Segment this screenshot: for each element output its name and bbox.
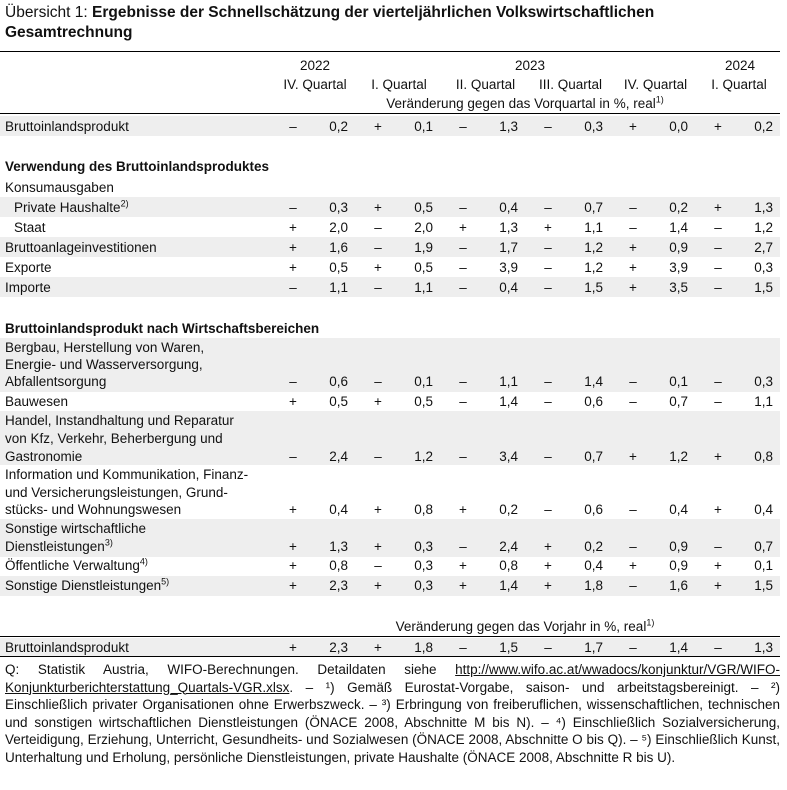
value-cell [373,373,433,391]
value-cell [713,219,773,237]
value-cell [458,448,518,466]
top-rule [0,51,780,52]
value-sign: – [374,280,382,295]
value-number: 1,2 [584,240,603,255]
quarter-col-5: IV. Quartal [623,77,688,92]
value-number: 0,1 [414,119,433,134]
value-sign: + [629,260,637,275]
value-sign: + [544,558,552,573]
value-sign: + [714,449,722,464]
value-cell [288,118,348,136]
value-number: 0,3 [414,539,433,554]
value-sign: + [714,578,722,593]
value-cell [713,279,773,297]
row-label-info-1: Information und Kommunikation, Finanz- [5,467,249,482]
value-sign: – [714,240,722,255]
value-cell [713,577,773,595]
value-cell [288,219,348,237]
value-sign: – [544,240,552,255]
value-cell [713,538,773,556]
value-number: 3,9 [499,260,518,275]
value-cell [288,538,348,556]
value-number: 1,3 [499,119,518,134]
value-number: 0,9 [669,558,688,573]
row-label-bau: Bauwesen [5,394,69,409]
value-cell [543,538,603,556]
row-label-verwaltung: Öffentliche Verwaltung$^{4)}$ [5,556,148,573]
value-number: 0,7 [669,394,688,409]
value-sign: – [374,558,382,573]
value-sign: – [459,539,467,554]
value-sign: + [374,640,382,655]
row-label-sonst-dienst: Sonstige Dienstleistungen$^{5)}$ [5,576,170,593]
value-cell [458,538,518,556]
row-label-bergbau-3: Abfallentsorgung [5,374,107,389]
value-cell [713,393,773,411]
quarter-col-3: II. Quartal [455,77,516,92]
value-cell [458,577,518,595]
value-number: 2,4 [499,539,518,554]
quarter-col-1: IV. Quartal [283,77,347,92]
value-number: 2,3 [329,640,348,655]
row-label-bergbau-2: Energie- und Wasserversorgung, [5,357,203,372]
value-cell [458,501,518,519]
value-number: 0,4 [584,558,603,573]
value-cell [288,393,348,411]
value-number: 1,5 [754,578,773,593]
value-sign: – [544,502,552,517]
value-number: 3,4 [499,449,518,464]
value-sign: + [374,260,382,275]
value-number: 0,9 [669,240,688,255]
value-cell [288,279,348,297]
value-sign: – [544,200,552,215]
value-sign: – [289,200,297,215]
value-number: 1,4 [499,578,518,593]
value-number: 1,3 [499,220,518,235]
row-label-bip-quarter: Bruttoinlandsprodukt [5,119,129,134]
value-number: 0,3 [329,200,348,215]
value-cell [373,577,433,595]
value-cell [458,118,518,136]
quarter-col-6: I. Quartal [711,77,767,92]
value-sign: – [289,119,297,134]
value-number: 0,7 [584,449,603,464]
value-number: 0,6 [329,374,348,389]
value-number: 2,7 [754,240,773,255]
yoy-rule [0,636,780,637]
year-2022: 2022 [299,58,331,73]
value-sign: + [714,200,722,215]
value-cell [373,501,433,519]
value-sign: – [629,220,637,235]
header-rule [0,113,780,114]
value-number: 0,4 [499,200,518,215]
row-label-info-3: stücks- und Wohnungswesen [5,502,182,517]
row-label-staat: Staat [14,220,46,235]
value-number: 1,1 [499,374,518,389]
row-label-anlage: Bruttoanlageinvestitionen [5,240,157,255]
value-cell [713,239,773,257]
value-cell [543,118,603,136]
value-number: 1,1 [414,280,433,295]
value-sign: – [374,220,382,235]
value-sign: + [289,558,297,573]
value-sign: + [374,119,382,134]
value-number: 1,8 [584,578,603,593]
quarter-col-2: I. Quartal [371,77,427,92]
value-sign: – [714,280,722,295]
value-sign: + [374,394,382,409]
value-number: 1,1 [329,280,348,295]
value-sign: – [459,449,467,464]
value-number: 0,5 [329,394,348,409]
section-bereiche: Bruttoinlandsprodukt nach Wirtschaftsbereichen [5,321,320,336]
value-cell [458,239,518,257]
value-cell [373,118,433,136]
value-sign: – [544,280,552,295]
value-sign: + [629,119,637,134]
value-cell [628,373,688,391]
value-sign: + [714,558,722,573]
value-sign: – [629,394,637,409]
value-sign: – [714,539,722,554]
value-number: 1,1 [584,220,603,235]
value-sign: + [374,578,382,593]
value-sign: – [629,578,637,593]
value-number: 1,4 [584,374,603,389]
value-cell [543,219,603,237]
value-number: 0,4 [754,502,773,517]
value-number: 0,5 [329,260,348,275]
value-cell [713,199,773,217]
value-cell [288,639,348,657]
value-sign: – [714,394,722,409]
value-sign: – [714,220,722,235]
value-cell [288,557,348,575]
value-number: 0,1 [669,374,688,389]
section-verwendung: Verwendung des Bruttoinlandsproduktes [5,159,270,174]
value-sign: + [629,449,637,464]
value-number: 0,1 [414,374,433,389]
value-number: 1,2 [414,449,433,464]
value-number: 0,4 [329,502,348,517]
data-link[interactable]: http://www.wifo.ac.at/wwadocs/konjunktur/VGR/WIFO-Konjunkturberichterstattung_Quartals-VGR.xlsx [5,662,780,695]
value-cell [373,199,433,217]
value-number: 0,6 [584,394,603,409]
value-cell [543,639,603,657]
value-cell [458,259,518,277]
value-cell [713,373,773,391]
value-number: 0,9 [669,539,688,554]
value-sign: – [459,394,467,409]
value-number: 1,6 [329,240,348,255]
unit-yoy: Veränderung gegen das Vorjahr in %, real$^{1)}$ [395,617,655,634]
value-cell [288,501,348,519]
value-sign: – [459,119,467,134]
value-number: 1,6 [669,578,688,593]
value-cell [628,501,688,519]
value-cell [288,259,348,277]
value-sign: – [629,502,637,517]
value-cell [288,199,348,217]
value-number: 0,7 [754,539,773,554]
value-number: 0,3 [584,119,603,134]
value-cell [713,501,773,519]
value-sign: – [459,374,467,389]
value-sign: – [289,374,297,389]
value-cell [288,577,348,595]
value-sign: + [544,578,552,593]
value-sign: + [374,502,382,517]
table-title [5,3,780,43]
value-sign: + [289,502,297,517]
value-number: 3,9 [669,260,688,275]
value-number: 0,8 [329,558,348,573]
value-sign: + [289,220,297,235]
value-sign: – [459,280,467,295]
value-number: 0,2 [754,119,773,134]
value-number: 0,3 [754,374,773,389]
value-cell [458,393,518,411]
value-sign: + [289,394,297,409]
value-cell [458,373,518,391]
value-cell [373,557,433,575]
value-number: 2,0 [414,220,433,235]
value-number: 1,8 [414,640,433,655]
value-number: 1,3 [329,539,348,554]
value-number: 0,3 [754,260,773,275]
value-sign: + [289,539,297,554]
value-sign: – [289,449,297,464]
value-cell [373,393,433,411]
value-cell [458,557,518,575]
row-label-info-2: und Versicherungsleistungen, Grund- [5,485,228,500]
value-cell [543,577,603,595]
value-cell [628,118,688,136]
value-sign: – [629,640,637,655]
value-number: 0,2 [669,200,688,215]
value-sign: – [374,374,382,389]
value-sign: – [544,640,552,655]
row-label-konsum: Konsumausgaben [5,180,114,195]
row-label-private: Private Haushalte$^{2)}$ [14,198,129,215]
value-cell [458,639,518,657]
value-number: 0,1 [754,558,773,573]
value-sign: + [459,558,467,573]
value-sign: + [629,280,637,295]
value-cell [373,259,433,277]
value-number: 1,9 [414,240,433,255]
value-sign: + [289,260,297,275]
value-sign: – [544,119,552,134]
value-number: 0,7 [584,200,603,215]
value-sign: – [714,374,722,389]
value-number: 0,5 [414,394,433,409]
value-cell [628,239,688,257]
value-number: 0,8 [754,449,773,464]
value-number: 1,5 [754,280,773,295]
value-cell [628,577,688,595]
value-cell [628,639,688,657]
value-cell [628,219,688,237]
value-cell [713,557,773,575]
value-cell [373,239,433,257]
value-number: 0,8 [414,502,433,517]
footnote [5,661,780,766]
value-sign: – [544,394,552,409]
value-sign: – [544,260,552,275]
value-sign: + [289,578,297,593]
value-sign: – [629,539,637,554]
value-sign: – [544,449,552,464]
value-number: 0,2 [499,502,518,517]
value-cell [288,239,348,257]
title-prefix: Übersicht 1: [5,4,93,21]
value-sign: – [459,200,467,215]
value-cell [628,538,688,556]
row-label-sonst-wirt-1: Sonstige wirtschaftliche [5,521,147,536]
value-cell [373,639,433,657]
value-number: 0,8 [499,558,518,573]
value-sign: – [289,280,297,295]
value-number: 1,5 [499,640,518,655]
value-cell [628,448,688,466]
value-sign: – [459,240,467,255]
value-cell [628,557,688,575]
row-label-handel-3: Gastronomie [5,449,83,464]
value-cell [543,393,603,411]
value-number: 1,2 [584,260,603,275]
value-sign: – [459,260,467,275]
value-cell [458,279,518,297]
value-number: 0,2 [329,119,348,134]
row-label-exporte: Exporte [5,260,52,275]
value-cell [628,279,688,297]
quarter-col-4: III. Quartal [538,77,603,92]
value-sign: + [629,558,637,573]
value-sign: + [544,220,552,235]
value-number: 1,4 [669,640,688,655]
value-cell [458,199,518,217]
value-sign: + [544,539,552,554]
value-cell [543,448,603,466]
value-number: 0,4 [499,280,518,295]
value-number: 1,4 [669,220,688,235]
footnote-text: . – ¹) Gemäß Eurostat-Vorgabe, saison- und arbeitstagsbereinigt. – ²) Einschließlich privater Organisationen ohne Erwerbszweck. – ³) Erbringung von freiberuflichen, wissenschaftlichen, technischen und sonstigen wirtschaftlichen Dienstleistungen (ÖNACE 2008, Abschnitte M bis N). – ⁴) Einschließlich Sozialversicherung, Verteidigung, Erziehung, Unterricht, Gesundheits- und Sozialwesen (ÖNACE 2008, Abschnitte O bis Q). – ⁵) Einschließlich Kunst, Unterhaltung und Erholung, persönliche Dienstleistungen, private Haushalte (ÖNACE 2008, Abschnitte R bis U). [5,679,780,765]
value-sign: + [714,502,722,517]
value-cell [628,199,688,217]
value-number: 0,0 [669,119,688,134]
value-cell [543,279,603,297]
value-sign: + [459,578,467,593]
value-cell [628,259,688,277]
value-number: 0,3 [414,558,433,573]
value-cell [543,259,603,277]
value-cell [713,639,773,657]
unit-qoq: Veränderung gegen das Vorquartal in %, real$^{1)}$ [386,94,664,111]
title-main: Ergebnisse der Schnellschätzung der vierteljährlichen Volkswirtschaftlichen Gesamtrechnung [5,4,655,41]
value-number: 0,3 [414,578,433,593]
value-number: 1,3 [754,200,773,215]
value-cell [373,219,433,237]
value-cell [543,239,603,257]
value-cell [288,373,348,391]
value-number: 1,5 [584,280,603,295]
value-number: 3,5 [669,280,688,295]
value-sign: – [714,640,722,655]
value-sign: – [714,260,722,275]
value-number: 2,3 [329,578,348,593]
row-label-handel-2: von Kfz, Verkehr, Beherbergung und [5,431,223,446]
value-number: 2,4 [329,449,348,464]
value-sign: + [459,220,467,235]
value-cell [713,259,773,277]
value-sign: – [459,640,467,655]
value-cell [543,373,603,391]
value-number: 0,5 [414,200,433,215]
value-sign: + [374,539,382,554]
value-cell [543,557,603,575]
value-number: 2,0 [329,220,348,235]
value-number: 1,2 [669,449,688,464]
row-label-handel-1: Handel, Instandhaltung und Reparatur [5,413,234,428]
value-sign: – [374,449,382,464]
value-cell [373,448,433,466]
value-cell [713,448,773,466]
value-number: 1,1 [754,394,773,409]
value-sign: + [289,240,297,255]
value-cell [628,393,688,411]
value-number: 1,2 [754,220,773,235]
value-cell [373,538,433,556]
value-sign: + [714,119,722,134]
value-cell [288,448,348,466]
year-2023: 2023 [514,58,546,73]
value-number: 0,2 [584,539,603,554]
value-number: 1,7 [499,240,518,255]
value-cell [458,219,518,237]
value-number: 1,4 [499,394,518,409]
value-sign: + [289,640,297,655]
value-cell [713,118,773,136]
row-label-importe: Importe [5,280,51,295]
value-number: 1,7 [584,640,603,655]
row-label-bergbau-1: Bergbau, Herstellung von Waren, [5,340,205,355]
value-number: 0,5 [414,260,433,275]
year-2024: 2024 [724,58,756,73]
value-sign: – [629,200,637,215]
value-sign: + [459,502,467,517]
value-sign: – [544,374,552,389]
value-sign: – [629,374,637,389]
value-sign: – [374,240,382,255]
value-number: 0,6 [584,502,603,517]
value-cell [543,501,603,519]
value-cell [373,279,433,297]
footnote-source: Q: Statistik Austria, WIFO-Berechnungen. Detaildaten siehe [5,662,456,677]
value-sign: + [374,200,382,215]
value-number: 1,3 [754,640,773,655]
row-label-sonst-wirt-2: Dienstleistungen$^{3)}$ [5,537,113,554]
value-number: 0,4 [669,502,688,517]
row-label-bip-year: Bruttoinlandsprodukt [5,640,129,655]
value-sign: + [629,240,637,255]
value-cell [543,199,603,217]
